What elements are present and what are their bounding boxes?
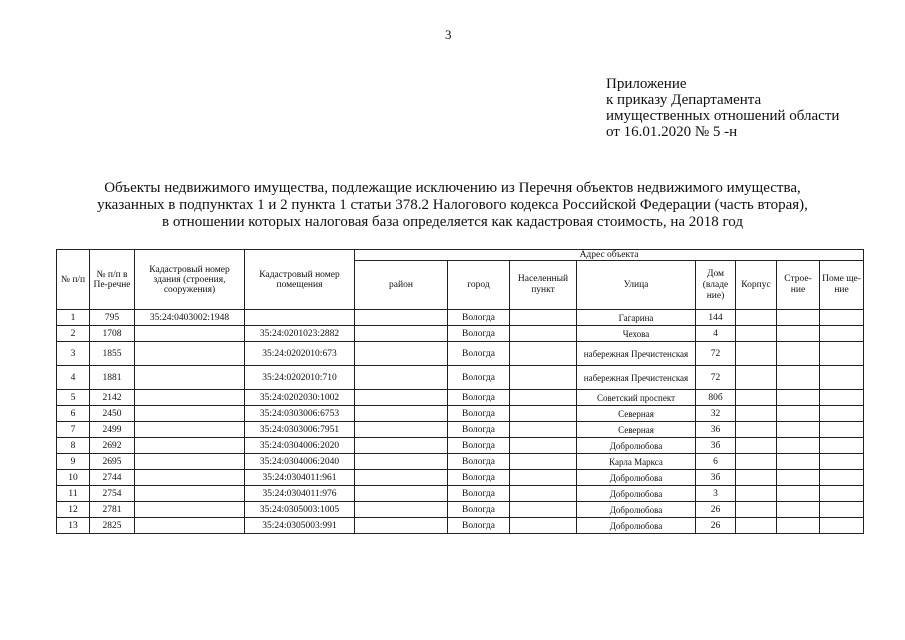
table-row: [57, 502, 864, 518]
table-row: [57, 454, 864, 470]
header-city: город: [448, 261, 510, 310]
cell-street: Чехова: [577, 326, 696, 342]
cell-city: Вологда: [448, 342, 510, 366]
cell-city: Вологда: [448, 454, 510, 470]
cell-building-cad: [135, 422, 245, 438]
cell-premise: [820, 470, 864, 486]
cell-list-num: 2450: [90, 406, 135, 422]
table-row: [57, 390, 864, 406]
cell-house: 3б: [696, 438, 736, 454]
cell-building-cad: [135, 326, 245, 342]
cell-num: 3: [57, 342, 90, 366]
cell-house: 144: [696, 310, 736, 326]
cell-settlement: [510, 518, 577, 534]
cell-structure: [777, 326, 820, 342]
cell-house: 3: [696, 486, 736, 502]
table-row: [57, 342, 864, 366]
cell-building-cad: [135, 390, 245, 406]
cell-premise: [820, 422, 864, 438]
cell-premises-cad: 35:24:0202010:673: [245, 342, 355, 366]
cell-district: [355, 422, 448, 438]
cell-premise: [820, 454, 864, 470]
cell-premises-cad: 35:24:0202010:710: [245, 366, 355, 390]
cell-structure: [777, 470, 820, 486]
cell-street: Советский проспект: [577, 390, 696, 406]
cell-street: Добролюбова: [577, 518, 696, 534]
header-house: Дом (владе ние): [696, 261, 736, 310]
cell-premise: [820, 518, 864, 534]
cell-structure: [777, 518, 820, 534]
cell-district: [355, 486, 448, 502]
cell-house: 36: [696, 422, 736, 438]
cell-num: 8: [57, 438, 90, 454]
table-body: [57, 310, 864, 534]
appendix-line: к приказу Департамента: [606, 92, 762, 108]
cell-list-num: 2825: [90, 518, 135, 534]
cell-street: Добролюбова: [577, 470, 696, 486]
cell-premises-cad: 35:24:0304011:976: [245, 486, 355, 502]
table-row: [57, 310, 864, 326]
cell-settlement: [510, 438, 577, 454]
cell-premises-cad: 35:24:0304006:2040: [245, 454, 355, 470]
cell-house: 32: [696, 406, 736, 422]
cell-premises-cad: 35:24:0305003:991: [245, 518, 355, 534]
cell-city: Вологда: [448, 518, 510, 534]
appendix-block: [606, 76, 839, 140]
title-line: Объекты недвижимого имущества, подлежащие исключению из Перечня объектов недвижимого имущества,: [104, 180, 801, 196]
objects-table: [56, 249, 864, 534]
cell-list-num: 2754: [90, 486, 135, 502]
cell-city: Вологда: [448, 366, 510, 390]
cell-premises-cad: [245, 310, 355, 326]
table-row: [57, 518, 864, 534]
cell-corpus: [736, 518, 777, 534]
cell-num: 9: [57, 454, 90, 470]
cell-num: 6: [57, 406, 90, 422]
cell-district: [355, 342, 448, 366]
cell-street: Карла Маркса: [577, 454, 696, 470]
cell-district: [355, 390, 448, 406]
cell-corpus: [736, 502, 777, 518]
cell-building-cad: [135, 486, 245, 502]
cell-settlement: [510, 486, 577, 502]
cell-premises-cad: 35:24:0305003:1005: [245, 502, 355, 518]
cell-building-cad: [135, 406, 245, 422]
cell-street: Северная: [577, 406, 696, 422]
appendix-line: имущественных отношений области: [606, 108, 840, 124]
cell-district: [355, 406, 448, 422]
cell-building-cad: [135, 518, 245, 534]
cell-premises-cad: 35:24:0303006:6753: [245, 406, 355, 422]
cell-city: Вологда: [448, 502, 510, 518]
cell-building-cad: [135, 342, 245, 366]
cell-premises-cad: 35:24:0303006:7951: [245, 422, 355, 438]
cell-premises-cad: 35:24:0304011:961: [245, 470, 355, 486]
cell-street: набережная Пречистенская: [577, 342, 696, 366]
cell-settlement: [510, 366, 577, 390]
cell-city: Вологда: [448, 326, 510, 342]
appendix-line: от 16.01.2020 № 5 -н: [606, 124, 738, 140]
cell-structure: [777, 406, 820, 422]
header-premises-cad: Кадастровый номер помещения: [245, 250, 355, 310]
table-row: [57, 422, 864, 438]
title-line: в отношении которых налоговая база определяется как кадастровая стоимость, на 2018 год: [161, 214, 743, 230]
cell-street: набережная Пречистенская: [577, 366, 696, 390]
cell-premise: [820, 326, 864, 342]
cell-city: Вологда: [448, 390, 510, 406]
cell-premise: [820, 438, 864, 454]
cell-structure: [777, 438, 820, 454]
cell-city: Вологда: [448, 470, 510, 486]
cell-settlement: [510, 406, 577, 422]
cell-num: 12: [57, 502, 90, 518]
title-line: указанных в подпунктах 1 и 2 пункта 1 статьи 378.2 Налогового кодекса Российской Федерации (часть вторая),: [97, 197, 808, 213]
cell-corpus: [736, 310, 777, 326]
table-row: [57, 470, 864, 486]
table-row: [57, 438, 864, 454]
cell-building-cad: [135, 366, 245, 390]
cell-list-num: 2142: [90, 390, 135, 406]
cell-premises-cad: 35:24:0202030:1002: [245, 390, 355, 406]
cell-premise: [820, 390, 864, 406]
cell-structure: [777, 366, 820, 390]
header-settlement: Населенный пункт: [510, 261, 577, 310]
cell-settlement: [510, 470, 577, 486]
header-address-group: Адрес объекта: [355, 250, 864, 261]
cell-district: [355, 518, 448, 534]
cell-premise: [820, 486, 864, 502]
cell-premise: [820, 310, 864, 326]
cell-structure: [777, 486, 820, 502]
cell-corpus: [736, 406, 777, 422]
cell-city: Вологда: [448, 406, 510, 422]
header-list-num: № п/п в Пе-речне: [90, 250, 135, 310]
document-title: [0, 180, 905, 231]
cell-list-num: 2499: [90, 422, 135, 438]
cell-house: 3б: [696, 470, 736, 486]
cell-premise: [820, 366, 864, 390]
cell-corpus: [736, 390, 777, 406]
cell-structure: [777, 422, 820, 438]
cell-house: 6: [696, 454, 736, 470]
cell-num: 2: [57, 326, 90, 342]
cell-street: Северная: [577, 422, 696, 438]
cell-house: 72: [696, 342, 736, 366]
cell-corpus: [736, 342, 777, 366]
header-num: № п/п: [57, 250, 90, 310]
cell-district: [355, 366, 448, 390]
cell-num: 4: [57, 366, 90, 390]
cell-premise: [820, 342, 864, 366]
cell-house: 26: [696, 518, 736, 534]
cell-street: Гагарина: [577, 310, 696, 326]
cell-house: 72: [696, 366, 736, 390]
cell-house: 4: [696, 326, 736, 342]
header-row-top: [57, 250, 864, 261]
cell-city: Вологда: [448, 310, 510, 326]
cell-list-num: 2744: [90, 470, 135, 486]
cell-num: 11: [57, 486, 90, 502]
cell-structure: [777, 310, 820, 326]
cell-settlement: [510, 422, 577, 438]
cell-building-cad: [135, 502, 245, 518]
cell-district: [355, 310, 448, 326]
table-row: [57, 366, 864, 390]
cell-city: Вологда: [448, 486, 510, 502]
cell-building-cad: [135, 438, 245, 454]
cell-list-num: 1881: [90, 366, 135, 390]
cell-building-cad: 35:24:0403002:1948: [135, 310, 245, 326]
cell-structure: [777, 342, 820, 366]
cell-list-num: 795: [90, 310, 135, 326]
header-street: Улица: [577, 261, 696, 310]
page-number: 3: [445, 27, 452, 42]
cell-structure: [777, 454, 820, 470]
cell-corpus: [736, 366, 777, 390]
cell-structure: [777, 502, 820, 518]
cell-num: 7: [57, 422, 90, 438]
cell-num: 5: [57, 390, 90, 406]
cell-list-num: 2695: [90, 454, 135, 470]
cell-settlement: [510, 342, 577, 366]
cell-house: 80б: [696, 390, 736, 406]
table-row: [57, 406, 864, 422]
cell-building-cad: [135, 470, 245, 486]
cell-street: Добролюбова: [577, 486, 696, 502]
cell-settlement: [510, 454, 577, 470]
cell-list-num: 1855: [90, 342, 135, 366]
header-corpus: Корпус: [736, 261, 777, 310]
cell-district: [355, 454, 448, 470]
cell-corpus: [736, 454, 777, 470]
cell-corpus: [736, 438, 777, 454]
cell-settlement: [510, 326, 577, 342]
cell-premises-cad: 35:24:0304006:2020: [245, 438, 355, 454]
cell-settlement: [510, 502, 577, 518]
cell-num: 10: [57, 470, 90, 486]
cell-num: 13: [57, 518, 90, 534]
cell-district: [355, 470, 448, 486]
cell-premise: [820, 502, 864, 518]
cell-city: Вологда: [448, 438, 510, 454]
cell-premise: [820, 406, 864, 422]
cell-city: Вологда: [448, 422, 510, 438]
cell-premises-cad: 35:24:0201023:2882: [245, 326, 355, 342]
cell-corpus: [736, 326, 777, 342]
cell-list-num: 2692: [90, 438, 135, 454]
cell-street: Добролюбова: [577, 502, 696, 518]
cell-street: Добролюбова: [577, 438, 696, 454]
header-building-cad: Кадастровый номер здания (строения, сооружения): [135, 250, 245, 310]
cell-building-cad: [135, 454, 245, 470]
cell-district: [355, 326, 448, 342]
table-row: [57, 326, 864, 342]
cell-district: [355, 438, 448, 454]
table-row: [57, 486, 864, 502]
header-district: район: [355, 261, 448, 310]
cell-corpus: [736, 470, 777, 486]
cell-settlement: [510, 310, 577, 326]
header-structure: Строе-ние: [777, 261, 820, 310]
cell-structure: [777, 390, 820, 406]
cell-list-num: 2781: [90, 502, 135, 518]
cell-district: [355, 502, 448, 518]
appendix-line: Приложение: [606, 76, 687, 92]
cell-num: 1: [57, 310, 90, 326]
cell-list-num: 1708: [90, 326, 135, 342]
cell-settlement: [510, 390, 577, 406]
cell-house: 26: [696, 502, 736, 518]
header-premise: Поме ще-ние: [820, 261, 864, 310]
cell-corpus: [736, 422, 777, 438]
cell-corpus: [736, 486, 777, 502]
